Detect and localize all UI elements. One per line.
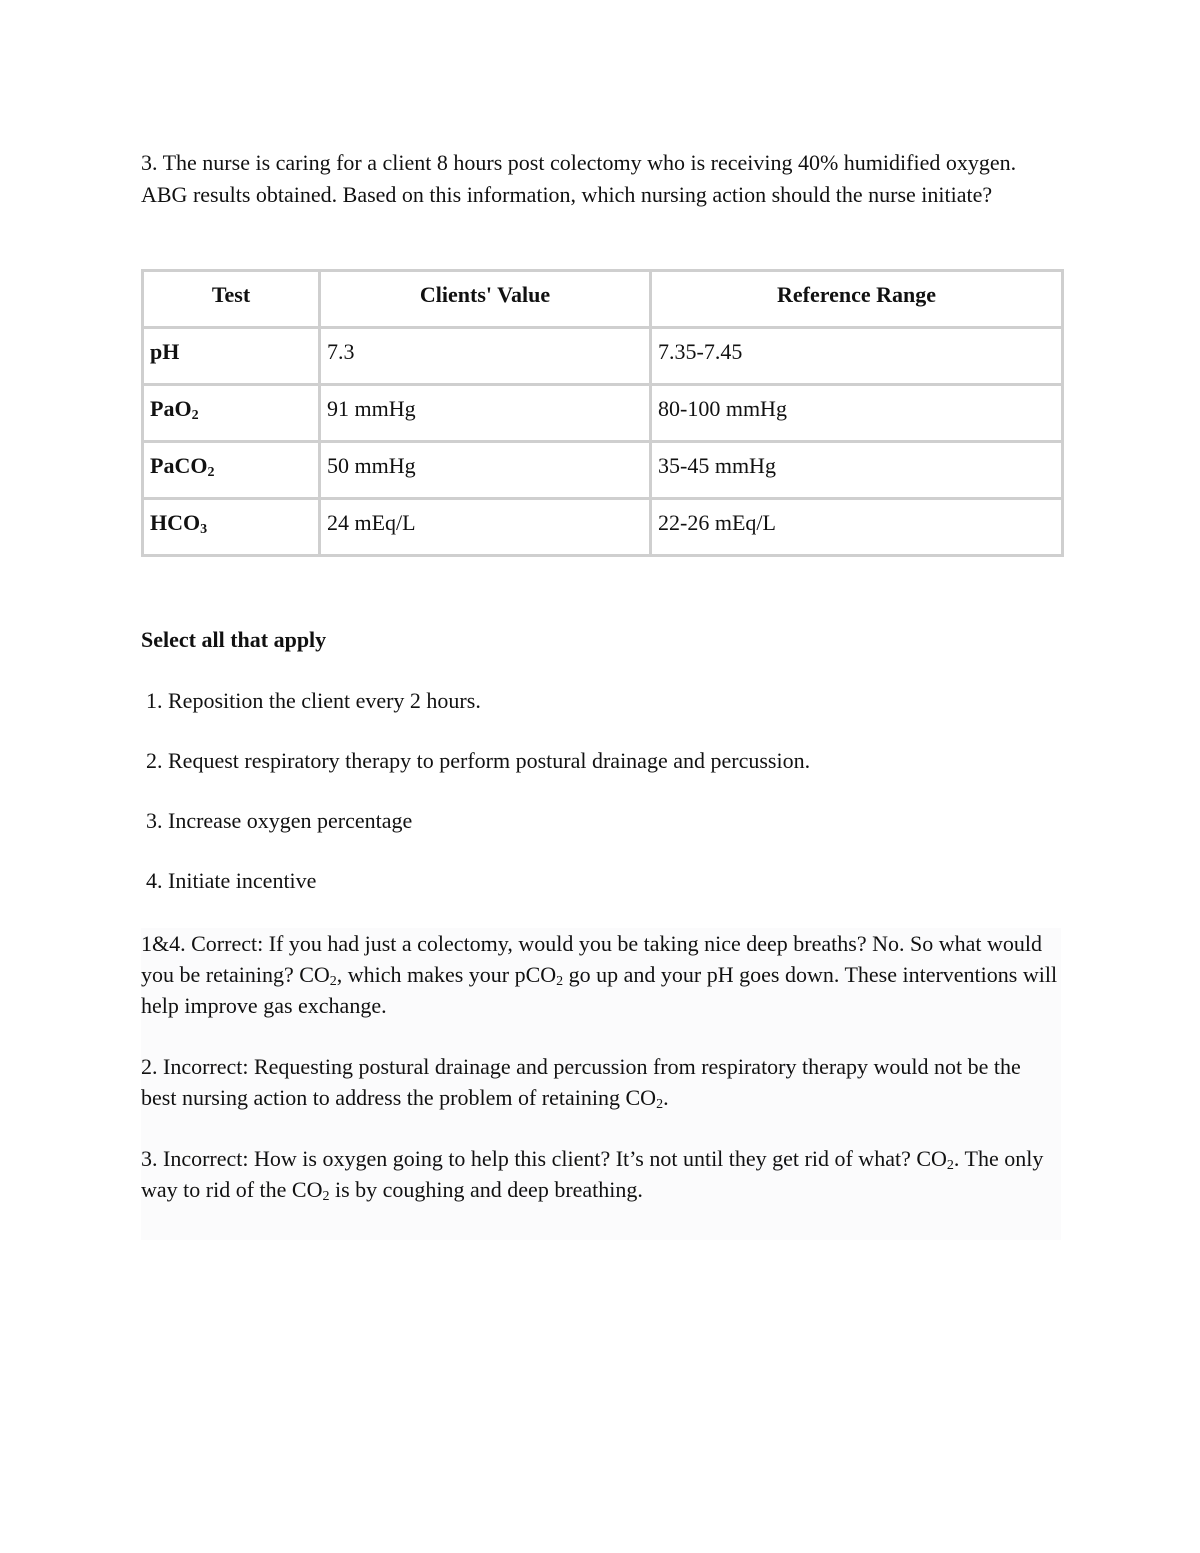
table-row (143, 385, 1063, 442)
rationale-incorrect-2: 2. Incorrect: Requesting postural drainage and percussion from respiratory therapy would not be the best nursing action to address the problem of retaining $CO_2$. (141, 1054, 1021, 1112)
reference-range: 22-26 mEq/L (651, 499, 1063, 556)
answer-option-1: 1. Reposition the client every 2 hours. (146, 688, 481, 713)
rationale-incorrect-3: 3. Incorrect: How is oxygen going to help this client? It’s not until they get rid of what? $CO_2$. The only way to rid of the $CO_2$ is by coughing and deep breathing. (141, 1146, 1044, 1204)
answer-option-3: 3. Increase oxygen percentage (146, 808, 413, 833)
table-row (143, 328, 1063, 385)
header-test: Test (143, 271, 320, 328)
client-value: 24 mEq/L (320, 499, 651, 556)
abg-results-table (141, 269, 1064, 557)
table-header-row (143, 271, 1063, 328)
reference-range: 35-45 mmHg (651, 442, 1063, 499)
reference-range: 80-100 mmHg (651, 385, 1063, 442)
rationale-block (141, 928, 1061, 1240)
question-text: 3. The nurse is caring for a client 8 hours post colectomy who is receiving 40% humidified oxygen. ABG results obtained. Based on this information, which nursing action should the nurse initiate? (141, 150, 1017, 207)
select-all-label: Select all that apply (141, 627, 327, 652)
table-row (143, 499, 1063, 556)
test-name: PaO$_2$ (143, 385, 320, 442)
table-row (143, 442, 1063, 499)
header-clients-value: Clients' Value (320, 271, 651, 328)
client-value: 50 mmHg (320, 442, 651, 499)
rationale-correct: 1&4. Correct: If you had just a colectomy, would you be taking nice deep breaths? No. So what would you be retaining? $CO_2$, which makes your pCO$_2$ go up and your pH goes down. These interventions will help improve gas exchange. (141, 931, 1058, 1018)
client-value: 91 mmHg (320, 385, 651, 442)
test-name: pH (143, 328, 320, 385)
answer-option-2: 2. Request respiratory therapy to perform postural drainage and percussion. (146, 748, 811, 773)
test-name: $HCO_3$ (143, 499, 320, 556)
reference-range: 7.35-7.45 (651, 328, 1063, 385)
client-value: 7.3 (320, 328, 651, 385)
answer-option-4: 4. Initiate incentive (146, 868, 317, 893)
test-name: PaCO$_2$ (143, 442, 320, 499)
header-reference-range: Reference Range (651, 271, 1063, 328)
